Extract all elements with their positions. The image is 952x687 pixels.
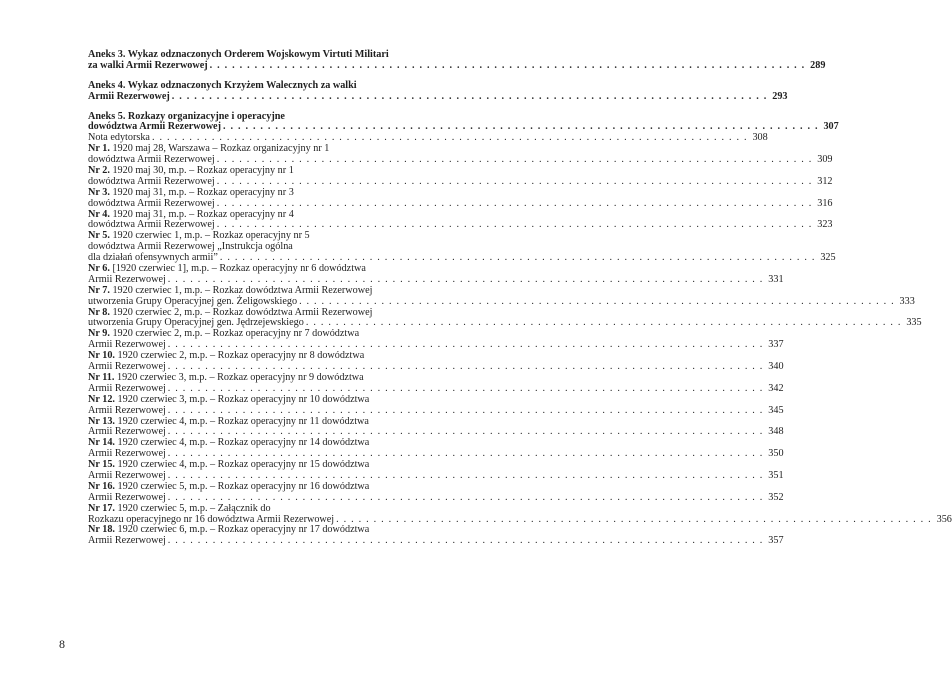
entry-number: Nr 6. (88, 263, 110, 275)
entry-number: Nr 14. (88, 437, 115, 449)
entry-title: 1920 czerwiec 6, m.p. – Rozkaz operacyjny nr 17 dowództwa (117, 524, 370, 536)
page-ref: 325 (820, 252, 836, 264)
toc-section (88, 49, 826, 72)
section-heading-text: Aneks 3. Wykaz odznaczonych Orderem Wojskowym Virtuti Militari (88, 49, 389, 60)
entry-number: Nr 9. (88, 328, 110, 340)
entry-title: 1920 czerwiec 1, m.p. – Rozkaz operacyjny nr 5 (112, 230, 310, 242)
page-ref: 335 (906, 317, 922, 329)
entry-title: Armii Rezerwowej (88, 273, 166, 285)
page-ref: 331 (768, 273, 784, 285)
entry-number: Nr 16. (88, 480, 115, 492)
page-ref: 351 (768, 469, 784, 481)
entry-text (88, 536, 166, 547)
entry-title: 1920 czerwiec 3, m.p. – Rozkaz operacyjny nr 9 dowództwa (116, 371, 364, 383)
dot-leader: . . . . . . . . . . . . . . . . . . . . . . . . . . . . . . . . . . . . . . . . . . . . . . . . . . . . . . . . . . . . . . . . . . . . . . . . . . . . . . . . (167, 339, 764, 351)
table-of-contents (88, 49, 952, 553)
page-ref: 309 (817, 154, 833, 166)
entry-title: dowództwa Armii Rezerwowej (88, 197, 215, 209)
entry-title: 1920 czerwiec 5, m.p. – Rozkaz operacyjny nr 16 dowództwa (117, 480, 370, 492)
entry-title: [1920 czerwiec 1], m.p. – Rozkaz operacyjny nr 6 dowództwa (112, 263, 366, 275)
entry-title: Armii Rezerwowej (88, 339, 166, 351)
entry-title: 1920 czerwiec 2, m.p. – Rozkaz dowództwa Armii Rezerwowej (112, 306, 373, 318)
dot-leader: . . . . . . . . . . . . . . . . . . . . . . . . . . . . . . . . . . . . . . . . . . . . . . . . . . . . . . . . . . . . . . . . . . . . . . . . . . . . . . . . (299, 295, 895, 307)
dot-leader: . . . . . . . . . . . . . . . . . . . . . . . . . . . . . . . . . . . . . . . . . . . . . . . . . . . . . . . . . . . . . . . . . . . . . . . . . . . . . . . . (167, 382, 764, 394)
entry-title: 1920 czerwiec 2, m.p. – Rozkaz operacyjny nr 8 dowództwa (117, 350, 365, 362)
entry-number: Nr 2. (88, 165, 110, 177)
toc-section (88, 110, 952, 548)
section-heading-text: Aneks 4. Wykaz odznaczonych Krzyżem Walecznych za walki (88, 79, 357, 91)
toc-entry (88, 393, 784, 417)
entry-title: 1920 czerwiec 5, m.p. – Załącznik do (117, 502, 271, 514)
page-ref: 352 (768, 491, 784, 503)
section-heading-text: za walki Armii Rezerwowej (88, 59, 208, 71)
page-ref: 357 (768, 535, 784, 547)
entry-number: Nr 18. (88, 524, 115, 536)
dot-leader: . . . . . . . . . . . . . . . . . . . . . . . . . . . . . . . . . . . . . . . . . . . . . . . . . . . . . . . . . . . . . . . . . . . . . . . . . . . . . . . . (151, 132, 748, 144)
page-ref: 289 (810, 59, 826, 71)
dot-leader: . . . . . . . . . . . . . . . . . . . . . . . . . . . . . . . . . . . . . . . . . . . . . . . . . . . . . . . . . . . . . . . . . . . . . . . . . . . . . . . . (167, 404, 764, 416)
entry-title: dowództwa Armii Rezerwowej (88, 154, 215, 166)
toc-entry (88, 459, 784, 482)
section-heading-text: dowództwa Armii Rezerwowej (88, 121, 221, 133)
entry-title: 1920 czerwiec 4, m.p. – Rozkaz operacyjny nr 14 dowództwa (117, 437, 370, 449)
toc-entry (88, 371, 784, 395)
dot-leader: . . . . . . . . . . . . . . . . . . . . . . . . . . . . . . . . . . . . . . . . . . . . . . . . . . . . . . . . . . . . . . . . . . . . . . . . . . . . . . . . (216, 219, 813, 231)
dot-leader: . . . . . . . . . . . . . . . . . . . . . . . . . . . . . . . . . . . . . . . . . . . . . . . . . . . . . . . . . . . . . . . . . . . . . . . . . . . . . . . . (167, 491, 764, 503)
toc-entry (88, 328, 784, 351)
section-heading-text: Aneks 5. Rozkazy organizacyjne i operacyjne (88, 110, 285, 122)
page-number: 8 (59, 637, 65, 651)
page-ref: 316 (817, 197, 833, 209)
page-ref: 312 (817, 175, 833, 187)
entry-title: 1920 czerwiec 4, m.p. – Rozkaz operacyjny nr 11 dowództwa (117, 415, 369, 427)
entry-title: Armii Rezerwowej (88, 361, 166, 373)
entry-title: dowództwa Armii Rezerwowej (88, 175, 215, 187)
toc-entry (88, 350, 784, 373)
section-heading-cont (88, 59, 826, 72)
entry-title: Rozkazu operacyjnego nr 16 dowództwa Armii Rezerwowej (88, 513, 335, 525)
entry-title: Armii Rezerwowej (88, 404, 166, 416)
entry-title: dla działań ofensywnych armii” (88, 252, 218, 264)
dot-leader: . . . . . . . . . . . . . . . . . . . . . . . . . . . . . . . . . . . . . . . . . . . . . . . . . . . . . . . . . . . . . . . . . . . . . . . . . . . . . . . . (336, 513, 932, 525)
page-ref: 356 (936, 513, 952, 525)
entry-title: 1920 czerwiec 4, m.p. – Rozkaz operacyjny nr 15 dowództwa (117, 459, 370, 471)
entry-title: 1920 czerwiec 3, m.p. – Rozkaz operacyjny nr 10 dowództwa (117, 393, 370, 405)
entry-title: 1920 maj 31, m.p. – Rozkaz operacyjny nr 4 (112, 208, 294, 220)
toc-entry (88, 186, 833, 210)
entry-number: Nr 3. (88, 186, 110, 198)
page-ref: 348 (768, 426, 784, 438)
entry-number: Nr 15. (88, 459, 115, 471)
dot-leader: . . . . . . . . . . . . . . . . . . . . . . . . . . . . . . . . . . . . . . . . . . . . . . . . . . . . . . . . . . . . . . . . . . . . . . . . . . . . . . . . (216, 175, 813, 187)
entry-title: Armii Rezerwowej (88, 382, 166, 394)
dot-leader: . . . . . . . . . . . . . . . . . . . . . . . . . . . . . . . . . . . . . . . . . . . . . . . . . . . . . . . . . . . . . . . . . . . . . . . . . . . . . . . . (167, 273, 764, 285)
entry-title: 1920 maj 31, m.p. – Rozkaz operacyjny nr 3 (112, 186, 294, 198)
entry-title: 1920 czerwiec 2, m.p. – Rozkaz operacyjny nr 7 dowództwa (112, 328, 360, 340)
entry-title: Armii Rezerwowej (88, 491, 166, 503)
entry-line (88, 535, 784, 547)
entry-number: Nr 12. (88, 393, 115, 405)
toc-entry (88, 208, 833, 232)
toc-entry (88, 437, 784, 460)
toc-entry (88, 415, 784, 439)
entry-number: Nr 7. (88, 284, 110, 296)
page-ref: 337 (768, 339, 784, 351)
entry-title: 1920 czerwiec 1, m.p. – Rozkaz dowództwa Armii Rezerwowej (112, 284, 373, 296)
entry-title: Armii Rezerwowej (88, 535, 166, 547)
toc-entry (88, 143, 833, 166)
dot-leader: . . . . . . . . . . . . . . . . . . . . . . . . . . . . . . . . . . . . . . . . . . . . . . . . . . . . . . . . . . . . . . . . . . . . . . . . . . . . . . . . (167, 448, 764, 460)
dot-leader: . . . . . . . . . . . . . . . . . . . . . . . . . . . . . . . . . . . . . . . . . . . . . . . . . . . . . . . . . . . . . . . . . . . . . . . . . . . . . . . . (219, 252, 816, 264)
entry-title: utworzenia Grupy Operacyjnej gen. Jędrzejewskiego (88, 317, 304, 329)
entry-title: Armii Rezerwowej (88, 426, 166, 438)
entry-number: Nr 1. (88, 143, 110, 155)
toc-entry (88, 284, 915, 308)
toc-entry (88, 480, 784, 504)
toc-entry (88, 263, 784, 286)
page-ref: 350 (768, 448, 784, 460)
dot-leader: . . . . . . . . . . . . . . . . . . . . . . . . . . . . . . . . . . . . . . . . . . . . . . . . . . . . . . . . . . . . . . . . . . . . . . . . . . . . . . . . (167, 361, 764, 373)
entry-number: Nr 4. (88, 208, 110, 220)
toc-section (88, 79, 788, 103)
entry-number: Nr 13. (88, 415, 115, 427)
entry-title: 1920 maj 30, m.p. – Rozkaz operacyjny nr 1 (112, 165, 294, 177)
dot-leader: . . . . . . . . . . . . . . . . . . . . . . . . . . . . . . . . . . . . . . . . . . . . . . . . . . . . . . . . . . . . . . . . . . . . . . . . . . . . . . . . (167, 469, 764, 481)
dot-leader: . . . . . . . . . . . . . . . . . . . . . . . . . . . . . . . . . . . . . . . . . . . . . . . . . . . . . . . . . . . . . . . . . . . . . . . . . . . . . . . . (167, 426, 764, 438)
entry-number: Nr 5. (88, 230, 110, 242)
page-ref: 342 (768, 382, 784, 394)
toc-entry (88, 165, 833, 188)
entry-number: Nr 8. (88, 306, 110, 318)
toc-entry (88, 502, 952, 526)
entry-number: Nr 17. (88, 502, 115, 514)
section-heading-text: Armii Rezerwowej (88, 90, 170, 102)
dot-leader: . . . . . . . . . . . . . . . . . . . . . . . . . . . . . . . . . . . . . . . . . . . . . . . . . . . . . . . . . . . . . . . . . . . . . . . . . . . . . . . . (305, 317, 902, 329)
dot-leader: . . . . . . . . . . . . . . . . . . . . . . . . . . . . . . . . . . . . . . . . . . . . . . . . . . . . . . . . . . . . . . . . . . . . . . . . . . . . . . . . (171, 90, 768, 102)
entry-title: Nota edytorska (88, 132, 150, 144)
page-ref: 308 (752, 132, 768, 144)
toc-entry (88, 524, 784, 547)
dot-leader: . . . . . . . . . . . . . . . . . . . . . . . . . . . . . . . . . . . . . . . . . . . . . . . . . . . . . . . . . . . . . . . . . . . . . . . . . . . . . . . . (216, 197, 813, 209)
dot-leader: . . . . . . . . . . . . . . . . . . . . . . . . . . . . . . . . . . . . . . . . . . . . . . . . . . . . . . . . . . . . . . . . . . . . . . . . . . . . . . . . (167, 535, 764, 547)
page-ref: 345 (768, 404, 784, 416)
section-heading-cont (88, 90, 788, 103)
entry-title: dowództwa Armii Rezerwowej (88, 219, 215, 231)
dot-leader: . . . . . . . . . . . . . . . . . . . . . . . . . . . . . . . . . . . . . . . . . . . . . . . . . . . . . . . . . . . . . . . . . . . . . . . . . . . . . . . . (209, 59, 806, 71)
page-ref: 323 (817, 219, 833, 231)
dot-leader: . . . . . . . . . . . . . . . . . . . . . . . . . . . . . . . . . . . . . . . . . . . . . . . . . . . . . . . . . . . . . . . . . . . . . . . . . . . . . . . . (222, 121, 819, 133)
entry-title: Armii Rezerwowej (88, 469, 166, 481)
page-ref: 333 (899, 295, 915, 307)
entry-number: Nr 11. (88, 371, 115, 383)
page-ref: 340 (768, 361, 784, 373)
entry-number: Nr 10. (88, 350, 115, 362)
entry-title: dowództwa Armii Rezerwowej „Instrukcja ogólna (88, 241, 293, 253)
entry-title: Armii Rezerwowej (88, 448, 166, 460)
page-ref: 293 (772, 90, 788, 102)
page-ref: 307 (823, 121, 839, 133)
entry-title: utworzenia Grupy Operacyjnej gen. Żeligowskiego (88, 295, 298, 307)
dot-leader: . . . . . . . . . . . . . . . . . . . . . . . . . . . . . . . . . . . . . . . . . . . . . . . . . . . . . . . . . . . . . . . . . . . . . . . . . . . . . . . . (216, 154, 813, 166)
entry-title: 1920 maj 28, Warszawa – Rozkaz organizacyjny nr 1 (112, 143, 330, 155)
toc-entry (88, 306, 922, 330)
toc-entry (88, 230, 836, 264)
